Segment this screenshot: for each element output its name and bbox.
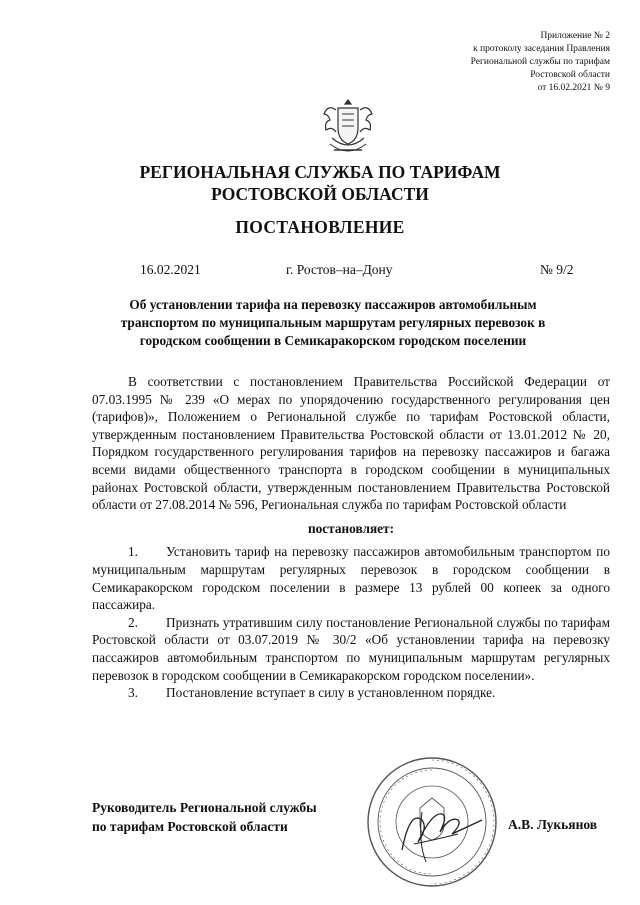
appendix-line: Региональной службы по тарифам <box>470 57 610 67</box>
organization-title-line: РЕГИОНАЛЬНАЯ СЛУЖБА ПО ТАРИФАМ <box>139 162 501 182</box>
appendix-line: к протоколу заседания Правления <box>473 44 610 54</box>
appendix-line: Приложение № 2 <box>540 31 610 41</box>
decree-item <box>92 543 610 613</box>
item-text: Постановление вступает в силу в установленном порядке. <box>166 685 496 701</box>
item-text: Установить тариф на перевозку пассажиров автомобильным транспортом по муниципальным маршрутам регулярных перевозок в городском сообщении в Семикаракорском городском поселении в размере 13 рублей 00 копеек за одного пассажира. <box>92 544 610 613</box>
coat-of-arms-icon <box>322 96 374 156</box>
appendix-line: от 16.02.2021 № 9 <box>537 83 610 93</box>
signatory-position-line: Руководитель Региональной службы <box>92 800 317 815</box>
organization-title <box>0 161 640 205</box>
preamble-paragraph: В соответствии с постановлением Правительства Российской Федерации от 07.03.1995 № 239 «О мерах по упорядочению государственного регулирования цен (тарифов)», Положением о Региональной службе по тарифам Ростовской области, утвержденным постановлением Правительства Ростовской области от 13.01.2012 № 20, Порядком государственного регулирования тарифов на перевозку пассажиров и багажа всеми видами общественного транспорта в городском сообщении в муниципальных районах Ростовской области, утвержденным постановлением Правительства Ростовской области от 27.08.2014 № 596, Региональная служба по тарифам Ростовской области <box>92 374 610 513</box>
document-subject: Об установлении тарифа на перевозку пассажиров автомобильным транспортом по муниципальным маршрутам регулярных перевозок в городском сообщении в Семикаракорском городском поселении <box>120 297 546 348</box>
signatory-position <box>92 798 317 836</box>
handwritten-signature <box>402 812 482 862</box>
decree-item <box>92 684 610 702</box>
appendix-note <box>390 30 610 95</box>
appendix-line: Ростовской области <box>530 70 610 80</box>
document-type: ПОСТАНОВЛЕНИЕ <box>235 217 405 237</box>
decree-item <box>92 614 610 684</box>
item-number: 1. <box>128 544 138 560</box>
document-body <box>92 373 610 702</box>
official-seal-stamp <box>362 752 502 892</box>
signatory-position-line: по тарифам Ростовской области <box>92 819 288 834</box>
document-number: № 9/2 <box>540 262 574 277</box>
document-place: г. Ростов–на–Дону <box>286 262 393 277</box>
decree-word: постановляет: <box>307 520 395 536</box>
item-text: Признать утратившим силу постановление Региональной службы по тарифам Ростовской области от 03.07.2019 № 30/2 «Об установлении тарифа на перевозку пассажиров автомобильным транспортом по муниципальным маршрутам регулярных перевозок в городском сообщении в Семикаракорском городском поселении». <box>92 614 610 683</box>
item-number: 2. <box>128 614 138 630</box>
item-number: 3. <box>128 685 138 701</box>
document-date: 16.02.2021 <box>140 262 201 277</box>
signatory-name: А.В. Лукьянов <box>508 817 598 832</box>
organization-title-line: РОСТОВСКОЙ ОБЛАСТИ <box>211 184 429 204</box>
